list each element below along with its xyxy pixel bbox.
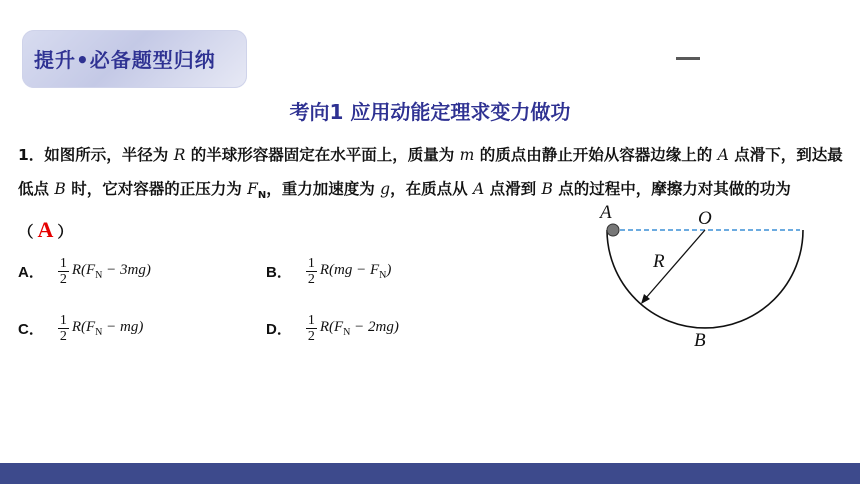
option-letter: D． — [266, 321, 292, 338]
expr-post: ) — [386, 262, 392, 278]
expr-sub: N — [95, 270, 103, 281]
var-R: R — [173, 146, 186, 164]
var-F: F — [247, 180, 258, 198]
label-b: B — [694, 330, 706, 351]
question-part: 点的过程中，摩擦力对其做的功为（ — [18, 180, 791, 242]
option-letter: B． — [266, 264, 292, 281]
expr-sub: N — [95, 327, 103, 338]
var-g: g — [380, 180, 391, 198]
expr-pre: R(F — [71, 262, 96, 278]
option-letter: A． — [18, 264, 44, 281]
option-b[interactable] — [266, 256, 391, 287]
question-part: ，重力加速度为 — [266, 180, 381, 198]
fraction-denominator: 2 — [307, 272, 315, 287]
option-a[interactable] — [18, 256, 151, 287]
expr-sub: N — [343, 327, 351, 338]
fraction-numerator: 1 — [307, 313, 315, 328]
fraction-denominator: 2 — [307, 329, 315, 344]
fraction-numerator: 1 — [59, 313, 67, 328]
question-part: 点滑下，到达最低点 — [18, 146, 843, 198]
option-expression — [72, 262, 151, 281]
section-title: 考向1 应用动能定理求变力做功 — [289, 100, 571, 124]
header-divider — [676, 57, 700, 60]
expr-sub: N — [379, 270, 387, 281]
fraction-numerator: 1 — [307, 256, 315, 271]
mass-point — [607, 224, 619, 236]
label-a: A — [600, 202, 612, 223]
answer-mark: A — [37, 217, 54, 243]
fraction — [306, 256, 317, 287]
question-number: 1． — [18, 146, 45, 164]
header-title: 提升•必备题型归纳 — [34, 48, 216, 72]
label-o: O — [698, 208, 712, 229]
expr-pre: R(F — [71, 319, 96, 335]
question-part: ，在质点从 — [390, 180, 473, 198]
fraction-denominator: 2 — [59, 272, 67, 287]
option-letter: C． — [18, 321, 44, 338]
option-expression — [72, 319, 144, 338]
var-m: m — [459, 146, 475, 164]
question-part: 如图所示，半径为 — [44, 146, 174, 164]
expr-pre: R(mg − F — [319, 262, 380, 278]
question-part: 点滑到 — [484, 180, 542, 198]
question-part: 时，它对容器的正压力为 — [65, 180, 248, 198]
fraction-numerator: 1 — [59, 256, 67, 271]
hemisphere-arc — [607, 230, 803, 328]
fraction-denominator: 2 — [59, 329, 67, 344]
var-B: B — [541, 180, 553, 198]
var-N-subscript: N — [257, 190, 267, 202]
var-B: B — [54, 180, 66, 198]
question-part: 的半球形容器固定在水平面上，质量为 — [185, 146, 460, 164]
var-A: A — [717, 146, 729, 164]
expr-post: − 3mg) — [102, 262, 151, 278]
fraction — [306, 313, 317, 344]
fraction — [58, 256, 69, 287]
var-A: A — [472, 180, 485, 198]
option-c[interactable] — [18, 313, 143, 344]
expr-pre: R(F — [319, 319, 344, 335]
fraction — [58, 313, 69, 344]
question-part: 的质点由静止开始从容器边缘上的 — [474, 146, 718, 164]
option-d[interactable] — [266, 313, 399, 344]
option-expression — [320, 319, 399, 338]
option-expression — [320, 262, 392, 281]
label-r: R — [653, 251, 665, 272]
expr-post: − mg) — [102, 319, 144, 335]
hemisphere-diagram — [590, 196, 810, 356]
footer-bar — [0, 463, 860, 484]
question-part: ） — [57, 223, 73, 242]
expr-post: − 2mg) — [350, 319, 399, 335]
